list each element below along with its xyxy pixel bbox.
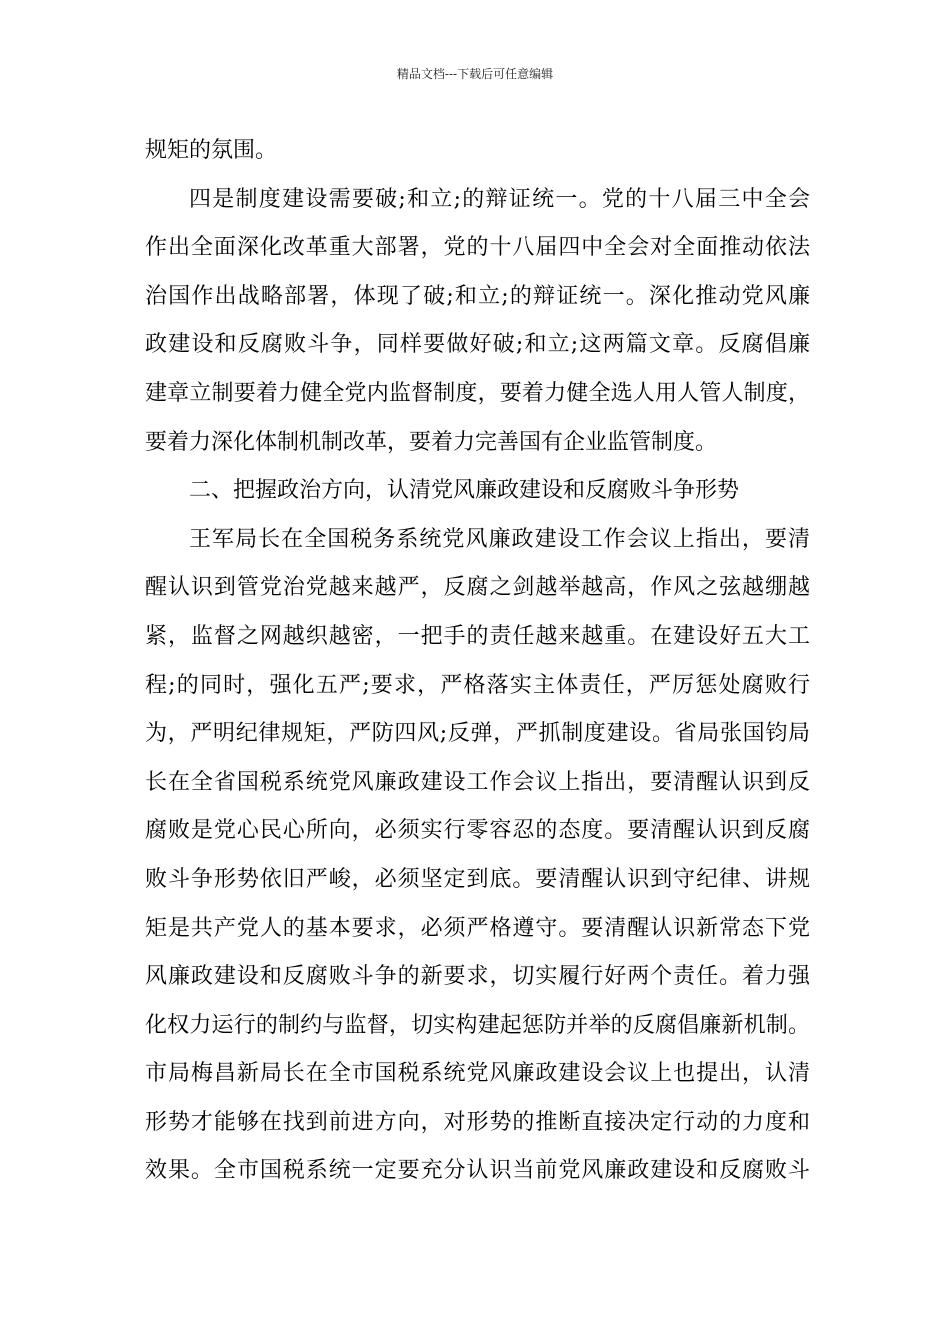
section-heading: 二、把握政治方向，认清党风廉政建设和反腐败斗争形势 [189, 478, 740, 504]
text-line: 王军局长在全国税务系统党风廉政建设工作会议上指出，要清 [189, 526, 810, 552]
text-line: 为，严明纪律规矩，严防四风;反弹，严抓制度建设。省局张国钧局 [145, 721, 810, 747]
text-line: 程;的同时，强化五严;要求，严格落实主体责任，严厉惩处腐败行 [145, 672, 810, 698]
document-body [145, 127, 810, 1196]
text-line: 形势才能够在找到前进方向，对形势的推断直接决定行动的力度和 [145, 1109, 810, 1135]
text-line: 治国作出战略部署，体现了破;和立;的辩证统一。深化推动党风廉 [145, 283, 810, 309]
text-line: 腐败是党心民心所向，必须实行零容忍的态度。要清醒认识到反腐 [145, 818, 810, 844]
text-line: 化权力运行的制约与监督，切实构建起惩防并举的反腐倡廉新机制。 [145, 1012, 810, 1038]
text-line: 四是制度建设需要破;和立;的辩证统一。党的十八届三中全会 [189, 186, 810, 212]
text-line: 紧，监督之网越织越密，一把手的责任越来越重。在建设好五大工 [145, 623, 810, 649]
text-line: 市局梅昌新局长在全市国税系统党风廉政建设会议上也提出，认清 [145, 1061, 810, 1087]
page-header: 精品文档---下载后可任意编辑 [396, 67, 554, 81]
text-line: 效果。全市国税系统一定要充分认识当前党风廉政建设和反腐败斗 [145, 1158, 810, 1184]
text-line: 作出全面深化改革重大部署，党的十八届四中全会对全面推动依法 [145, 235, 810, 261]
text-line: 要着力深化体制机制改革，要着力完善国有企业监管制度。 [145, 429, 718, 455]
text-line: 风廉政建设和反腐败斗争的新要求，切实履行好两个责任。着力强 [145, 964, 810, 990]
text-line: 建章立制要着力健全党内监督制度，要着力健全选人用人管人制度， [145, 380, 810, 406]
text-line: 醒认识到管党治党越来越严，反腐之剑越举越高，作风之弦越绷越 [145, 575, 810, 601]
text-line: 规矩的氛围。 [145, 138, 278, 163]
text-line: 长在全省国税系统党风廉政建设工作会议上指出，要清醒认识到反 [145, 769, 810, 795]
text-line: 矩是共产党人的基本要求，必须严格遵守。要清醒认识新常态下党 [145, 915, 810, 941]
text-line: 政建设和反腐败斗争，同样要做好破;和立;这两篇文章。反腐倡廉 [145, 332, 810, 358]
text-line: 败斗争形势依旧严峻，必须坚定到底。要清醒认识到守纪律、讲规 [145, 866, 810, 892]
